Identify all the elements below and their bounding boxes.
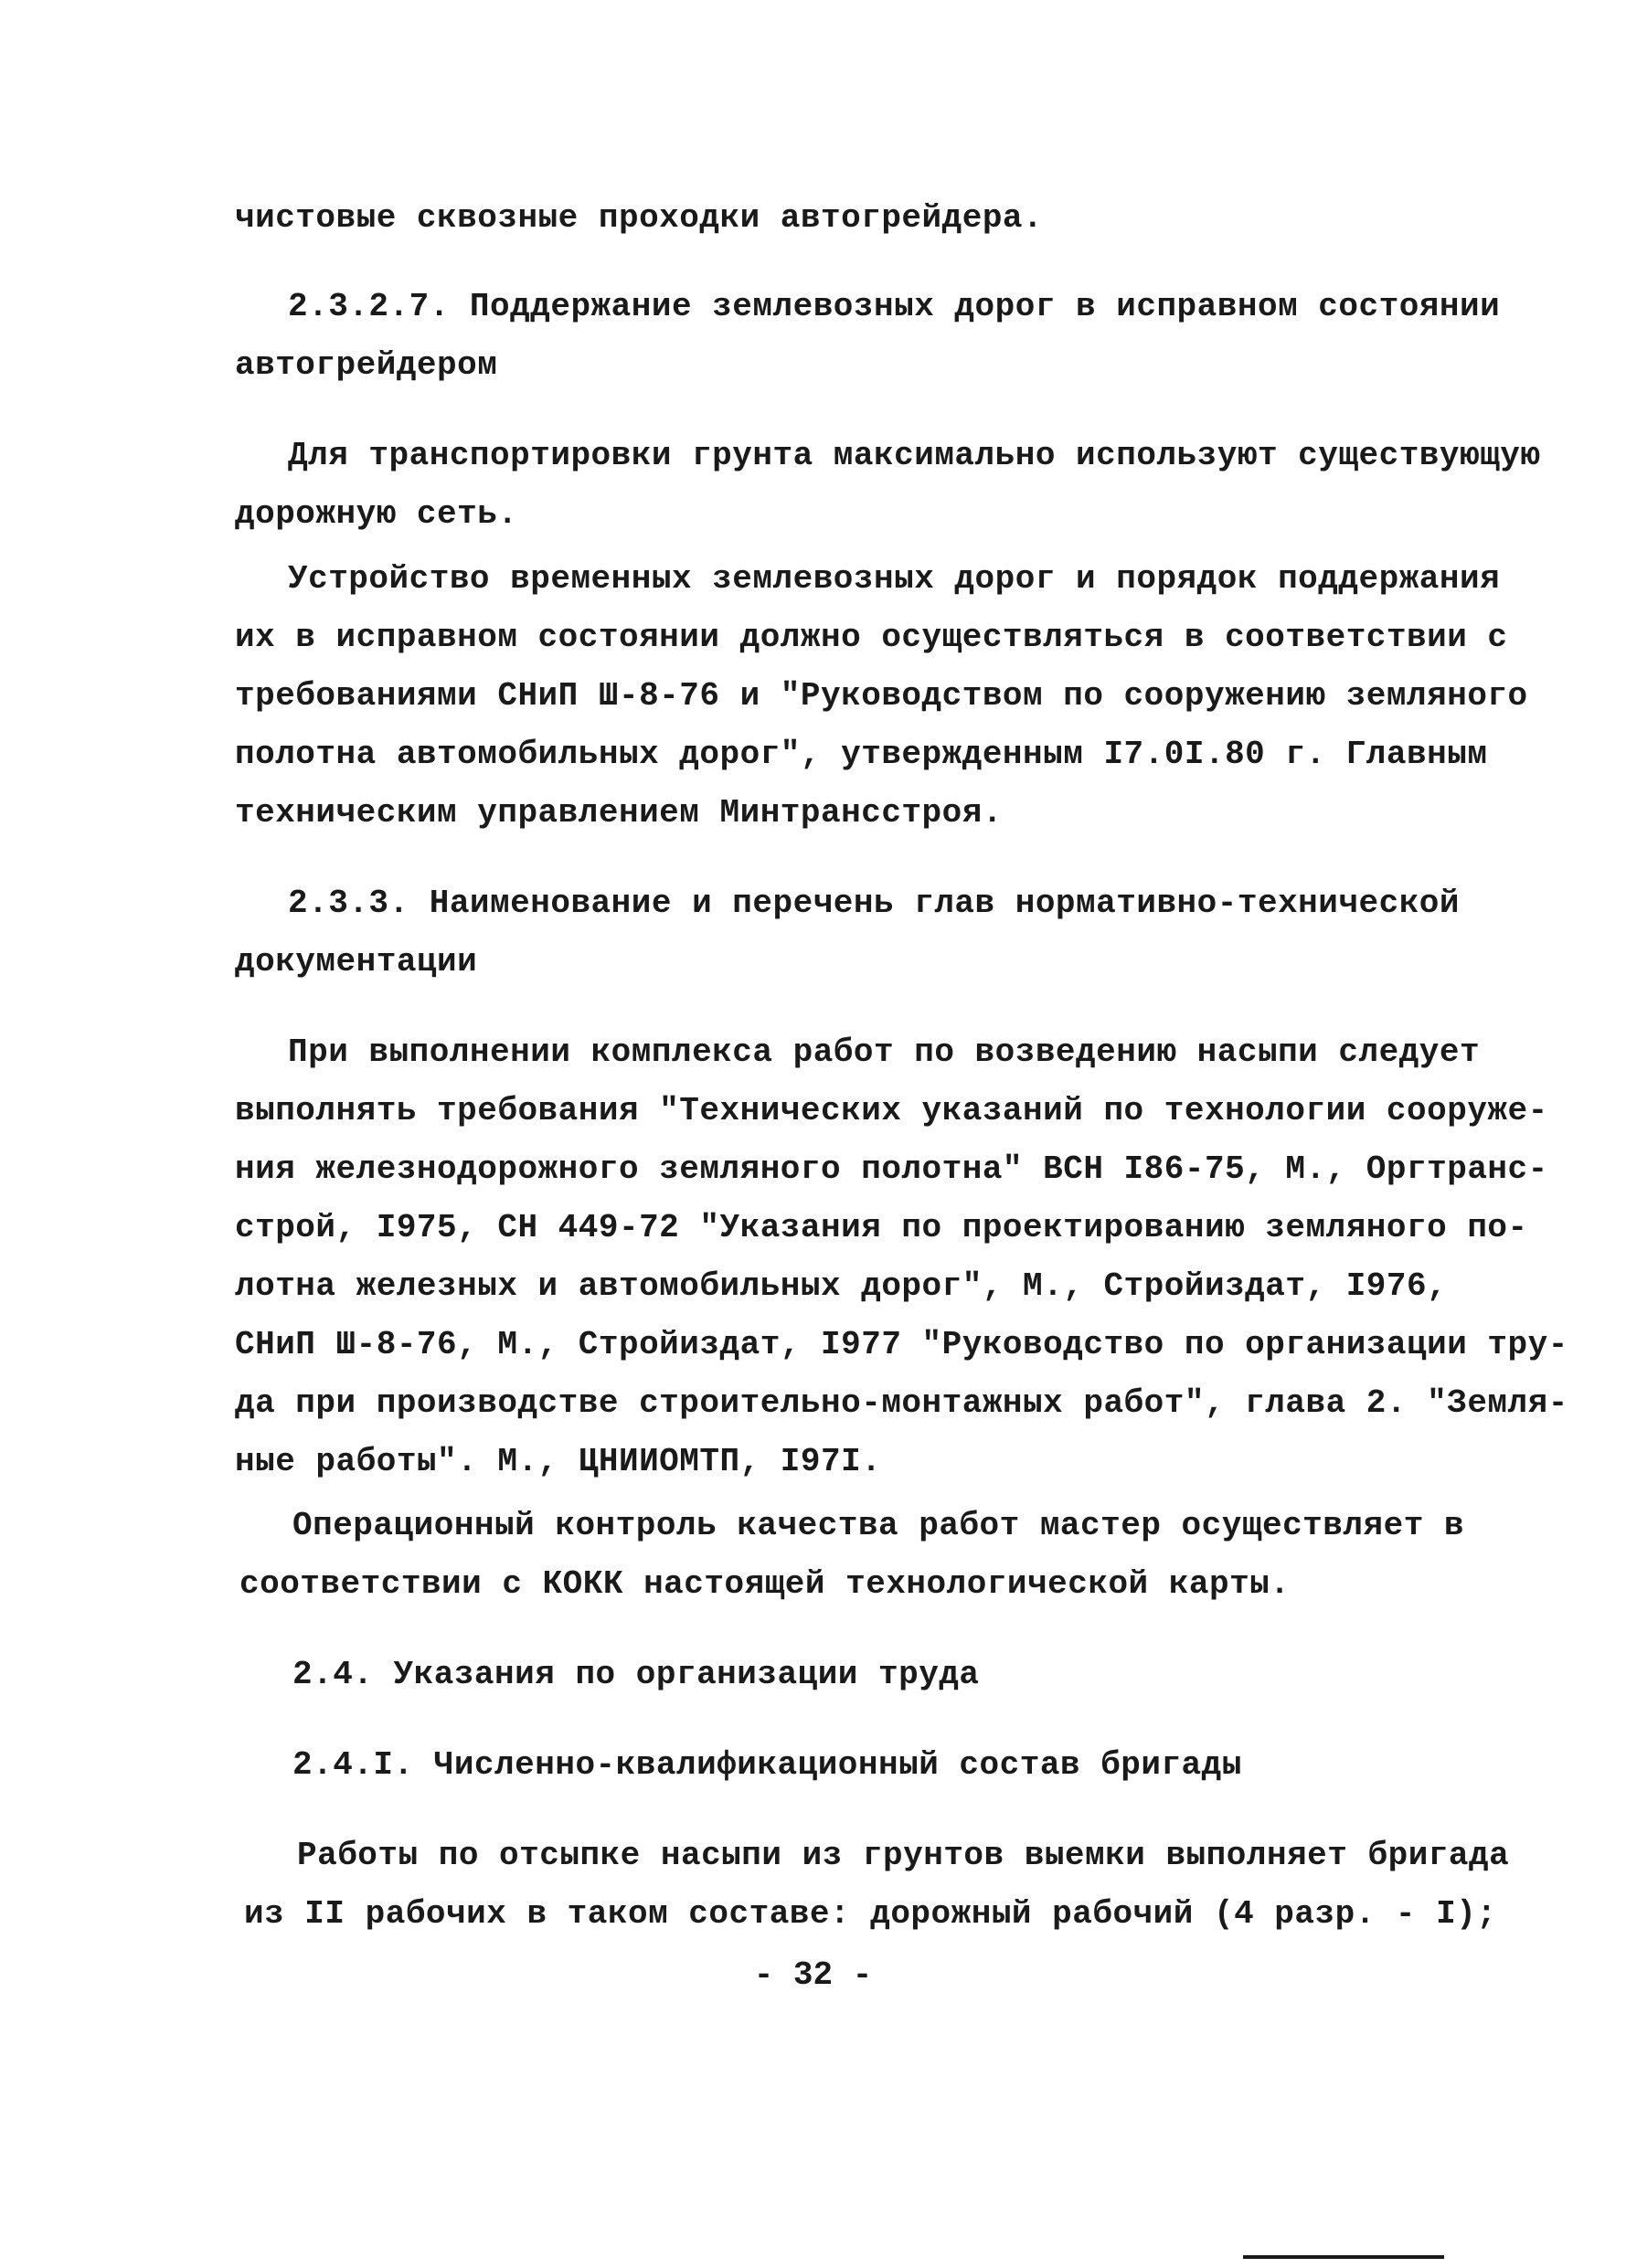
text-line: Работы по отсыпке насыпи из грунтов выемки выполняет бригада [297, 1837, 1510, 1874]
text-line: ния железнодорожного земляного полотна" ВСН I86-75, М., Оргтранс- [235, 1150, 1548, 1188]
section-heading: 2.4. Указания по организации труда [292, 1656, 980, 1693]
text-line: Для транспортировки грунта максимально используют существующую [288, 437, 1541, 474]
text-line: выполнять требования "Технических указаний по технологии сооруже- [235, 1092, 1548, 1129]
section-heading-cont: автогрейдером [235, 346, 498, 384]
section-heading: 2.4.I. Численно-квалификационный состав бригады [292, 1746, 1242, 1784]
section-heading: 2.3.3. Наименование и перечень глав нормативно-технической [288, 885, 1461, 922]
text-line: чистовые сквозные проходки автогрейдера. [235, 199, 1044, 237]
text-line: Операционный контроль качества работ мастер осуществляет в [292, 1507, 1465, 1544]
page-number: - 32 - [753, 1956, 873, 1994]
text-line: да при производстве строительно-монтажных работ", глава 2. "Земля- [235, 1384, 1568, 1422]
footer-rule [1243, 2255, 1444, 2259]
text-line: Устройство временных землевозных дорог и порядок поддержания [288, 560, 1501, 598]
section-heading: 2.3.2.7. Поддержание землевозных дорог в исправном состоянии [288, 288, 1501, 325]
text-line: их в исправном состоянии должно осуществляться в соответствии с [235, 619, 1508, 656]
text-line: техническим управлением Минтрансстроя. [235, 794, 1003, 832]
text-line: При выполнении комплекса работ по возведению насыпи следует [288, 1033, 1481, 1071]
text-line: из II рабочих в таком составе: дорожный рабочий (4 разр. - I); [244, 1895, 1497, 1933]
text-line: соответствии с КОКК настоящей технологической карты. [239, 1565, 1291, 1603]
text-line: лотна железных и автомобильных дорог", М., Стройиздат, I976, [235, 1267, 1448, 1305]
text-line: требованиями СНиП Ш-8-76 и "Руководством по сооружению земляного [235, 677, 1528, 715]
text-line: строй, I975, СН 449-72 "Указания по проектированию земляного по- [235, 1209, 1528, 1246]
text-line: СНиП Ш-8-76, М., Стройиздат, I977 "Руководство по организации тру- [235, 1326, 1568, 1363]
text-line: ные работы". М., ЦНИИОМТП, I97I. [235, 1443, 882, 1480]
text-line: полотна автомобильных дорог", утвержденным I7.0I.80 г. Главным [235, 736, 1488, 773]
text-line: дорожную сеть. [235, 495, 518, 533]
section-heading-cont: документации [235, 943, 478, 980]
